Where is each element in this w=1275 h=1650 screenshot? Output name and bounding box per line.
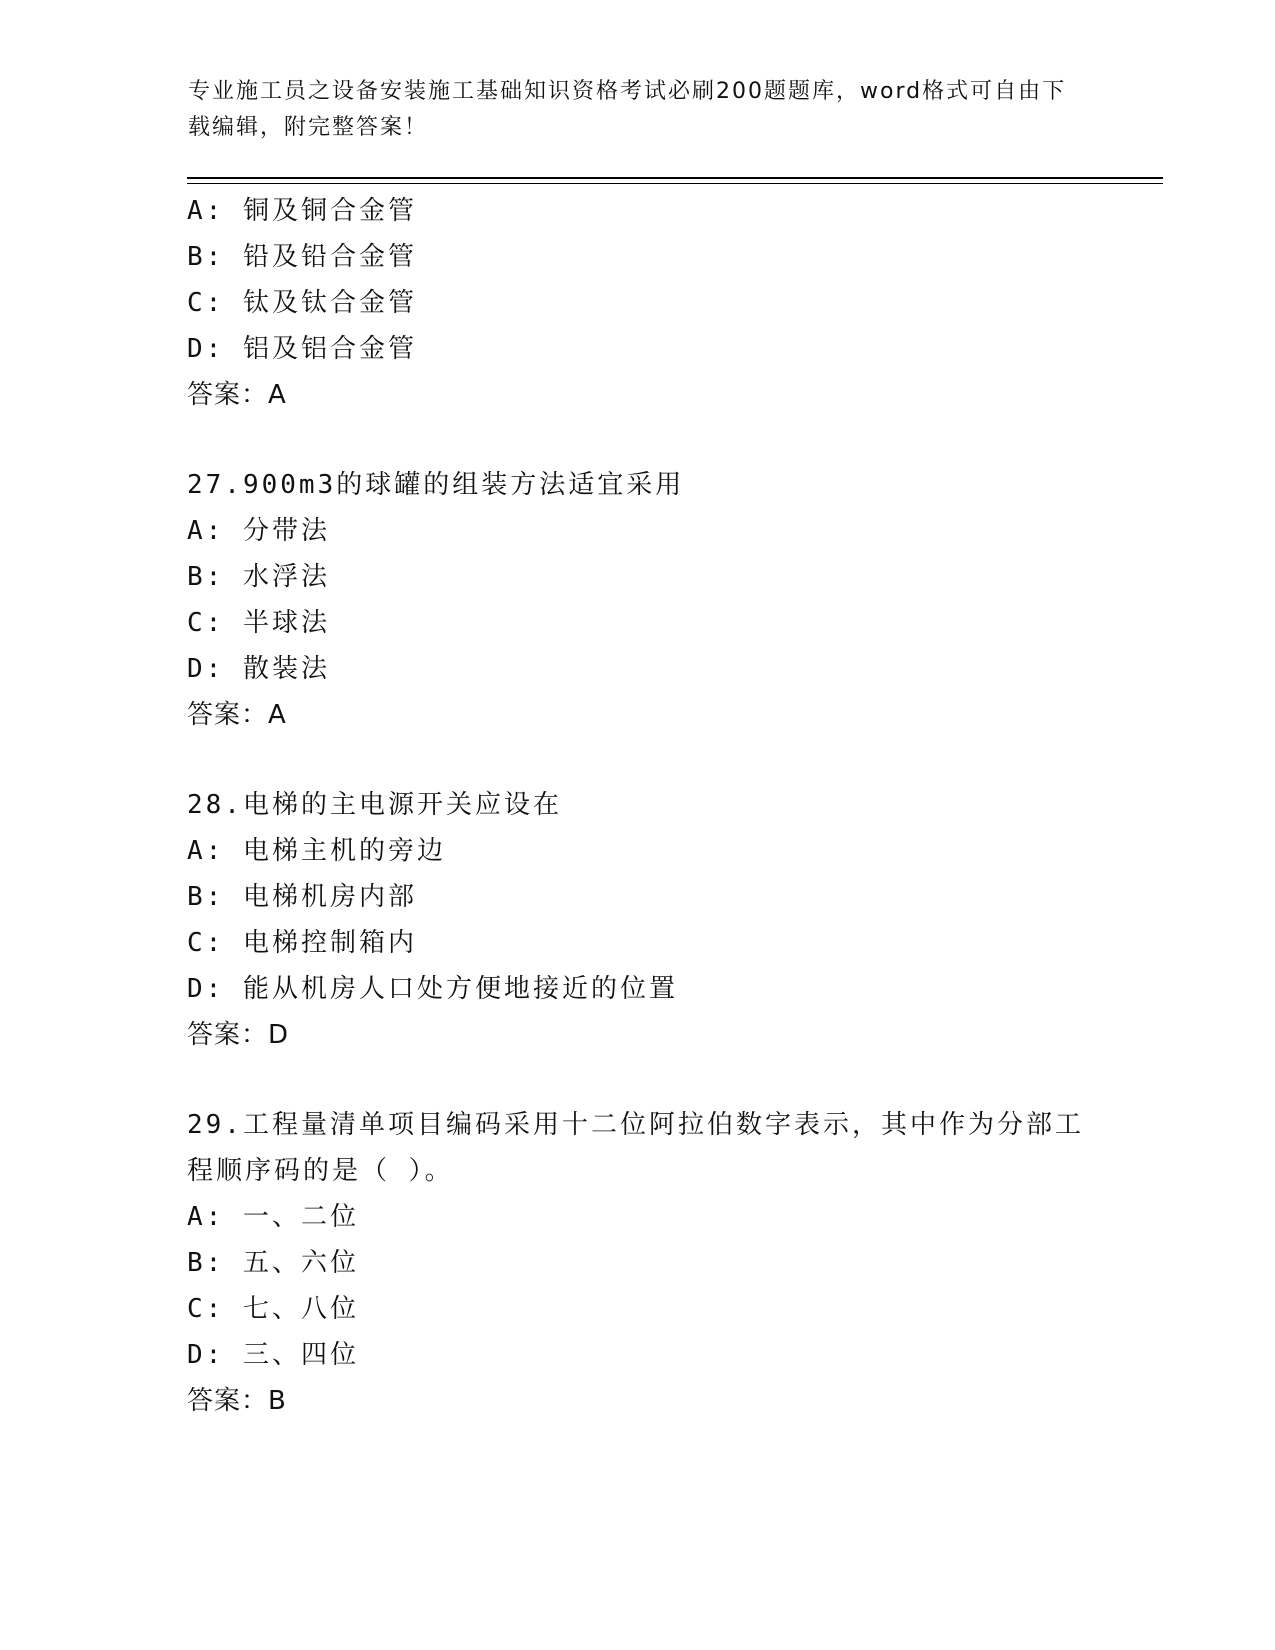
- option-b: B: 电梯机房内部: [187, 882, 417, 912]
- option-d: D: 能从机房人口处方便地接近的位置: [187, 974, 678, 1004]
- option-c: C: 半球法: [187, 608, 330, 638]
- question-title: 28.电梯的主电源开关应设在: [187, 790, 562, 820]
- question-title: 29.工程量清单项目编码采用十二位阿拉伯数字表示，其中作为分部工程顺序码的是（ ）。: [187, 1110, 1084, 1186]
- spacer: [187, 738, 1087, 782]
- option-c: C: 钛及钛合金管: [187, 288, 417, 318]
- question-title: 27.900m3的球罐的组装方法适宜采用: [187, 470, 685, 500]
- answer: 答案：A: [187, 700, 287, 730]
- question-28: [187, 782, 1087, 1058]
- question-27: [187, 462, 1087, 738]
- answer: 答案：B: [187, 1386, 287, 1416]
- document-header: 专业施工员之设备安装施工基础知识资格考试必刷200题题库，word格式可自由下载编辑，附完整答案！: [188, 79, 1067, 140]
- question-list: [187, 188, 1087, 1424]
- question-29: [187, 1102, 1087, 1424]
- option-a: A: 一、二位: [187, 1202, 359, 1232]
- header-rule-thin: [187, 183, 1163, 184]
- answer: 答案：A: [187, 380, 287, 410]
- question-26: [187, 188, 1087, 418]
- header-rule-thick: [187, 177, 1163, 179]
- option-a: A: 分带法: [187, 516, 330, 546]
- option-c: C: 七、八位: [187, 1294, 359, 1324]
- option-b: B: 水浮法: [187, 562, 330, 592]
- spacer: [187, 418, 1087, 462]
- option-b: B: 铅及铅合金管: [187, 242, 417, 272]
- option-d: D: 铝及铝合金管: [187, 334, 417, 364]
- option-d: D: 散装法: [187, 654, 330, 684]
- spacer: [187, 1058, 1087, 1102]
- answer: 答案：D: [187, 1020, 290, 1050]
- option-d: D: 三、四位: [187, 1340, 359, 1370]
- option-a: A: 电梯主机的旁边: [187, 836, 446, 866]
- option-a: A: 铜及铜合金管: [187, 196, 417, 226]
- option-c: C: 电梯控制箱内: [187, 928, 417, 958]
- option-b: B: 五、六位: [187, 1248, 359, 1278]
